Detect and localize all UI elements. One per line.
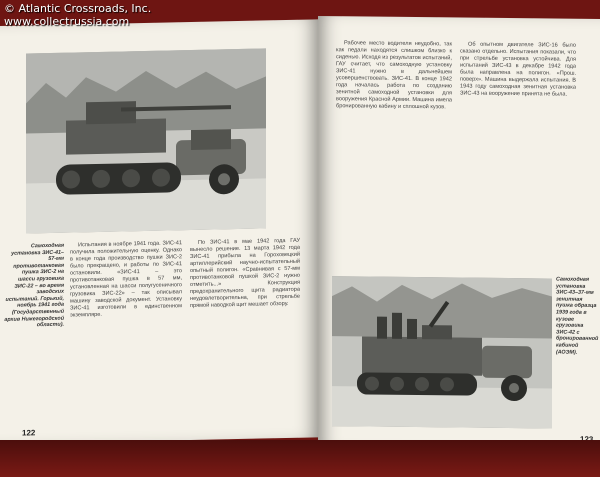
left-column-1-text: Испытания в ноябре 1941 года. ЗИС-41 получила положительную оценку. Однако в конце года производство пушки ЗИС-2 было прекращено, и работы по ЗИС-41 остановили. «ЗИС-41 – это противотанковая пушка в 57 мм, установленная на шасси полугусеничного грузовика ЗИС-22» – так описывал машину заводской документ. Установку ЗИС-41 изготовили в единственном экземпляре.	[70, 240, 182, 319]
right-column-1-text: Рабочее место водителя неудобно, так как педали находятся слишком близко к сиденью. Исходя из результатов испытаний, ГАУ считает, что самоходную установку ЗИС-41 нужно в дальнейшем усовершенствовать. ЗИС-41. В конце 1942 года началась работа по созданию зенитной самоходной установки для вооружения Красной Армии. Машина имела бронированную кабину и сплошной кузов.	[336, 40, 452, 111]
left-page-number: 122	[22, 428, 36, 438]
watermark	[4, 2, 151, 28]
left-text-column-2	[190, 238, 300, 430]
watermark-line-1: © Atlantic Crossroads, Inc.	[4, 2, 152, 15]
watermark-line-2: www.collectrussia.com	[4, 15, 130, 28]
left-text-column-1	[70, 240, 182, 432]
left-column-2-text: По ЗИС-41 в мае 1942 года ГАУ вынесло решение. 13 марта 1942 года ЗИС-41 прибыла на Гороховецкий артиллерийский научно-испытательный опытный полигон. «Сравнивая с 57-мм противотанковой пушкой ЗИС-2 нужно отметить...» Конструкция предохранительного щита радиатора неудовлетворительна, при стрельбе прямой наводкой щит мешает обзору.	[190, 237, 300, 310]
photo-zis-43-image	[332, 276, 552, 428]
right-column-2-text: Об опытном двигателе ЗИС-16 было сказано отдельно. Испытания показали, что при стрельбе установка устойчива. Для испытаний ЗИС-43 в декабре 1942 года была направлена на полигон. «Прош. поверх». Машина выдержала испытания. В 1943 году самоходная зенитная установка ЗИС-43 на вооружение принята не была.	[460, 41, 576, 98]
photo-zis-43-truck	[332, 276, 552, 428]
left-photo-caption: Самоходная установка ЗИС-41–57-мм противотанковая пушка ЗИС-2 на шасси грузовика ЗИС-22 – во время заводских испытаний. Горький, ноябрь 1941 года (Государственный архив Нижегородской области).	[4, 242, 64, 329]
right-text-column-1	[336, 40, 452, 261]
photo-zis-41-truck	[26, 48, 266, 233]
right-text-column-2	[460, 41, 576, 262]
photo-zis-41-image	[26, 48, 266, 233]
table-surface	[0, 440, 600, 477]
right-page	[318, 16, 600, 451]
left-page	[0, 19, 318, 444]
right-photo-caption: Самоходная установка ЗИС-43–37-мм зенитная пушка образца 1939 года в кузове грузовика ЗИС-42 с бронированной кабиной (АОЭМ).	[556, 276, 599, 356]
